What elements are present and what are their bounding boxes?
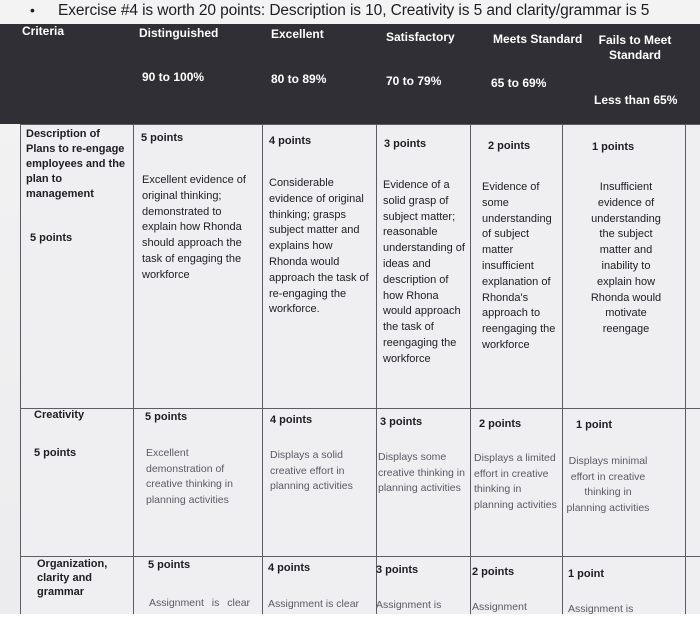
creativity-criteria: Creativity	[34, 409, 85, 421]
organization-fails-points: 1 point	[568, 568, 605, 580]
col-divider-3	[376, 124, 377, 614]
description-meets-text: Evidence of some understanding of subject matter insufficient explanation of Rhonda's approach to reengaging the workforce	[482, 181, 556, 351]
col-divider-2	[262, 124, 263, 614]
row-divider-0	[20, 124, 700, 125]
range-fails-to-meet: Less than 65%	[594, 93, 678, 107]
header-excellent: Excellent	[271, 27, 324, 41]
title-text: Exercise #4 is worth 20 points: Description is 10, Creativity is 5 and clarity/grammar is 5	[58, 2, 650, 19]
header-fails-to-meet: Fails to Meet Standard	[598, 33, 672, 62]
organization-criteria: Organization, clarity and grammar	[37, 558, 108, 598]
creativity-excellent-text: Displays a solid creative effort in planning activities	[270, 449, 353, 492]
header-distinguished: Distinguished	[139, 26, 219, 40]
organization-satisfactory-points: 3 points	[376, 564, 419, 576]
header-meets-standard: Meets Standard	[493, 32, 583, 46]
description-criteria-points: 5 points	[30, 232, 73, 244]
header-criteria: Criteria	[22, 24, 65, 38]
range-satisfactory: 70 to 79%	[386, 74, 442, 88]
col-divider-0	[20, 124, 21, 614]
description-distinguished-text: Excellent evidence of original thinking; demonstrated to explain how Rhonda should approach the task of engaging the workforce	[142, 174, 246, 281]
creativity-meets-text: Displays a limited effort in creative thinking in planning activities	[474, 452, 557, 511]
description-distinguished-points: 5 points	[141, 132, 184, 144]
row-divider-1	[20, 408, 700, 409]
description-fails-points: 1 points	[592, 141, 635, 153]
col-divider-4	[470, 124, 471, 614]
col-divider-5	[562, 124, 563, 614]
exercise-title	[30, 2, 700, 24]
range-meets-standard: 65 to 69%	[491, 76, 547, 90]
creativity-excellent-points: 4 points	[270, 414, 313, 426]
organization-fails-text: Assignment is	[568, 603, 634, 615]
col-divider-6	[685, 124, 686, 614]
organization-meets-points: 2 points	[472, 566, 515, 578]
organization-distinguished-points: 5 points	[148, 559, 191, 571]
creativity-distinguished-points: 5 points	[145, 411, 188, 423]
organization-distinguished-text: Assignment is clear	[149, 597, 251, 609]
description-satisfactory-text: Evidence of a solid grasp of subject matter; reasonable understanding of ideas and description of how Rhona would approach the task of reengaging the workforce	[383, 179, 465, 365]
title-bullet: •	[30, 2, 35, 18]
description-criteria: Description of Plans to re-engage employees and the plan to management	[26, 128, 126, 200]
creativity-fails-points: 1 point	[576, 419, 613, 431]
description-fails-text: Insufficient evidence of understanding the subject matter and inability to explain how Rhonda would motivate reengage	[590, 181, 662, 336]
col-divider-1	[133, 124, 134, 614]
creativity-criteria-points: 5 points	[34, 447, 77, 459]
organization-meets-text: Assignment	[472, 601, 527, 613]
organization-satisfactory-text: Assignment is	[376, 599, 442, 611]
creativity-satisfactory-text: Displays some creative thinking in planning activities	[378, 451, 465, 494]
organization-excellent-points: 4 points	[268, 562, 311, 574]
rubric-header	[0, 24, 700, 124]
creativity-satisfactory-points: 3 points	[380, 416, 423, 428]
creativity-fails-text: Displays minimal effort in creative thinking in planning activities	[566, 455, 650, 514]
description-satisfactory-points: 3 points	[384, 138, 427, 150]
range-excellent: 80 to 89%	[271, 72, 327, 86]
creativity-meets-points: 2 points	[479, 418, 522, 430]
header-satisfactory: Satisfactory	[386, 30, 455, 44]
description-excellent-text: Considerable evidence of original thinking; grasps subject matter and explains how Rhonda would approach the task of re-engaging the workforce.	[269, 177, 369, 316]
organization-excellent-text: Assignment is clear	[268, 598, 360, 610]
range-distinguished: 90 to 100%	[142, 70, 205, 84]
description-excellent-points: 4 points	[269, 135, 312, 147]
description-meets-points: 2 points	[488, 140, 531, 152]
creativity-distinguished-text: Excellent demonstration of creative thinking in planning activities	[146, 447, 233, 506]
